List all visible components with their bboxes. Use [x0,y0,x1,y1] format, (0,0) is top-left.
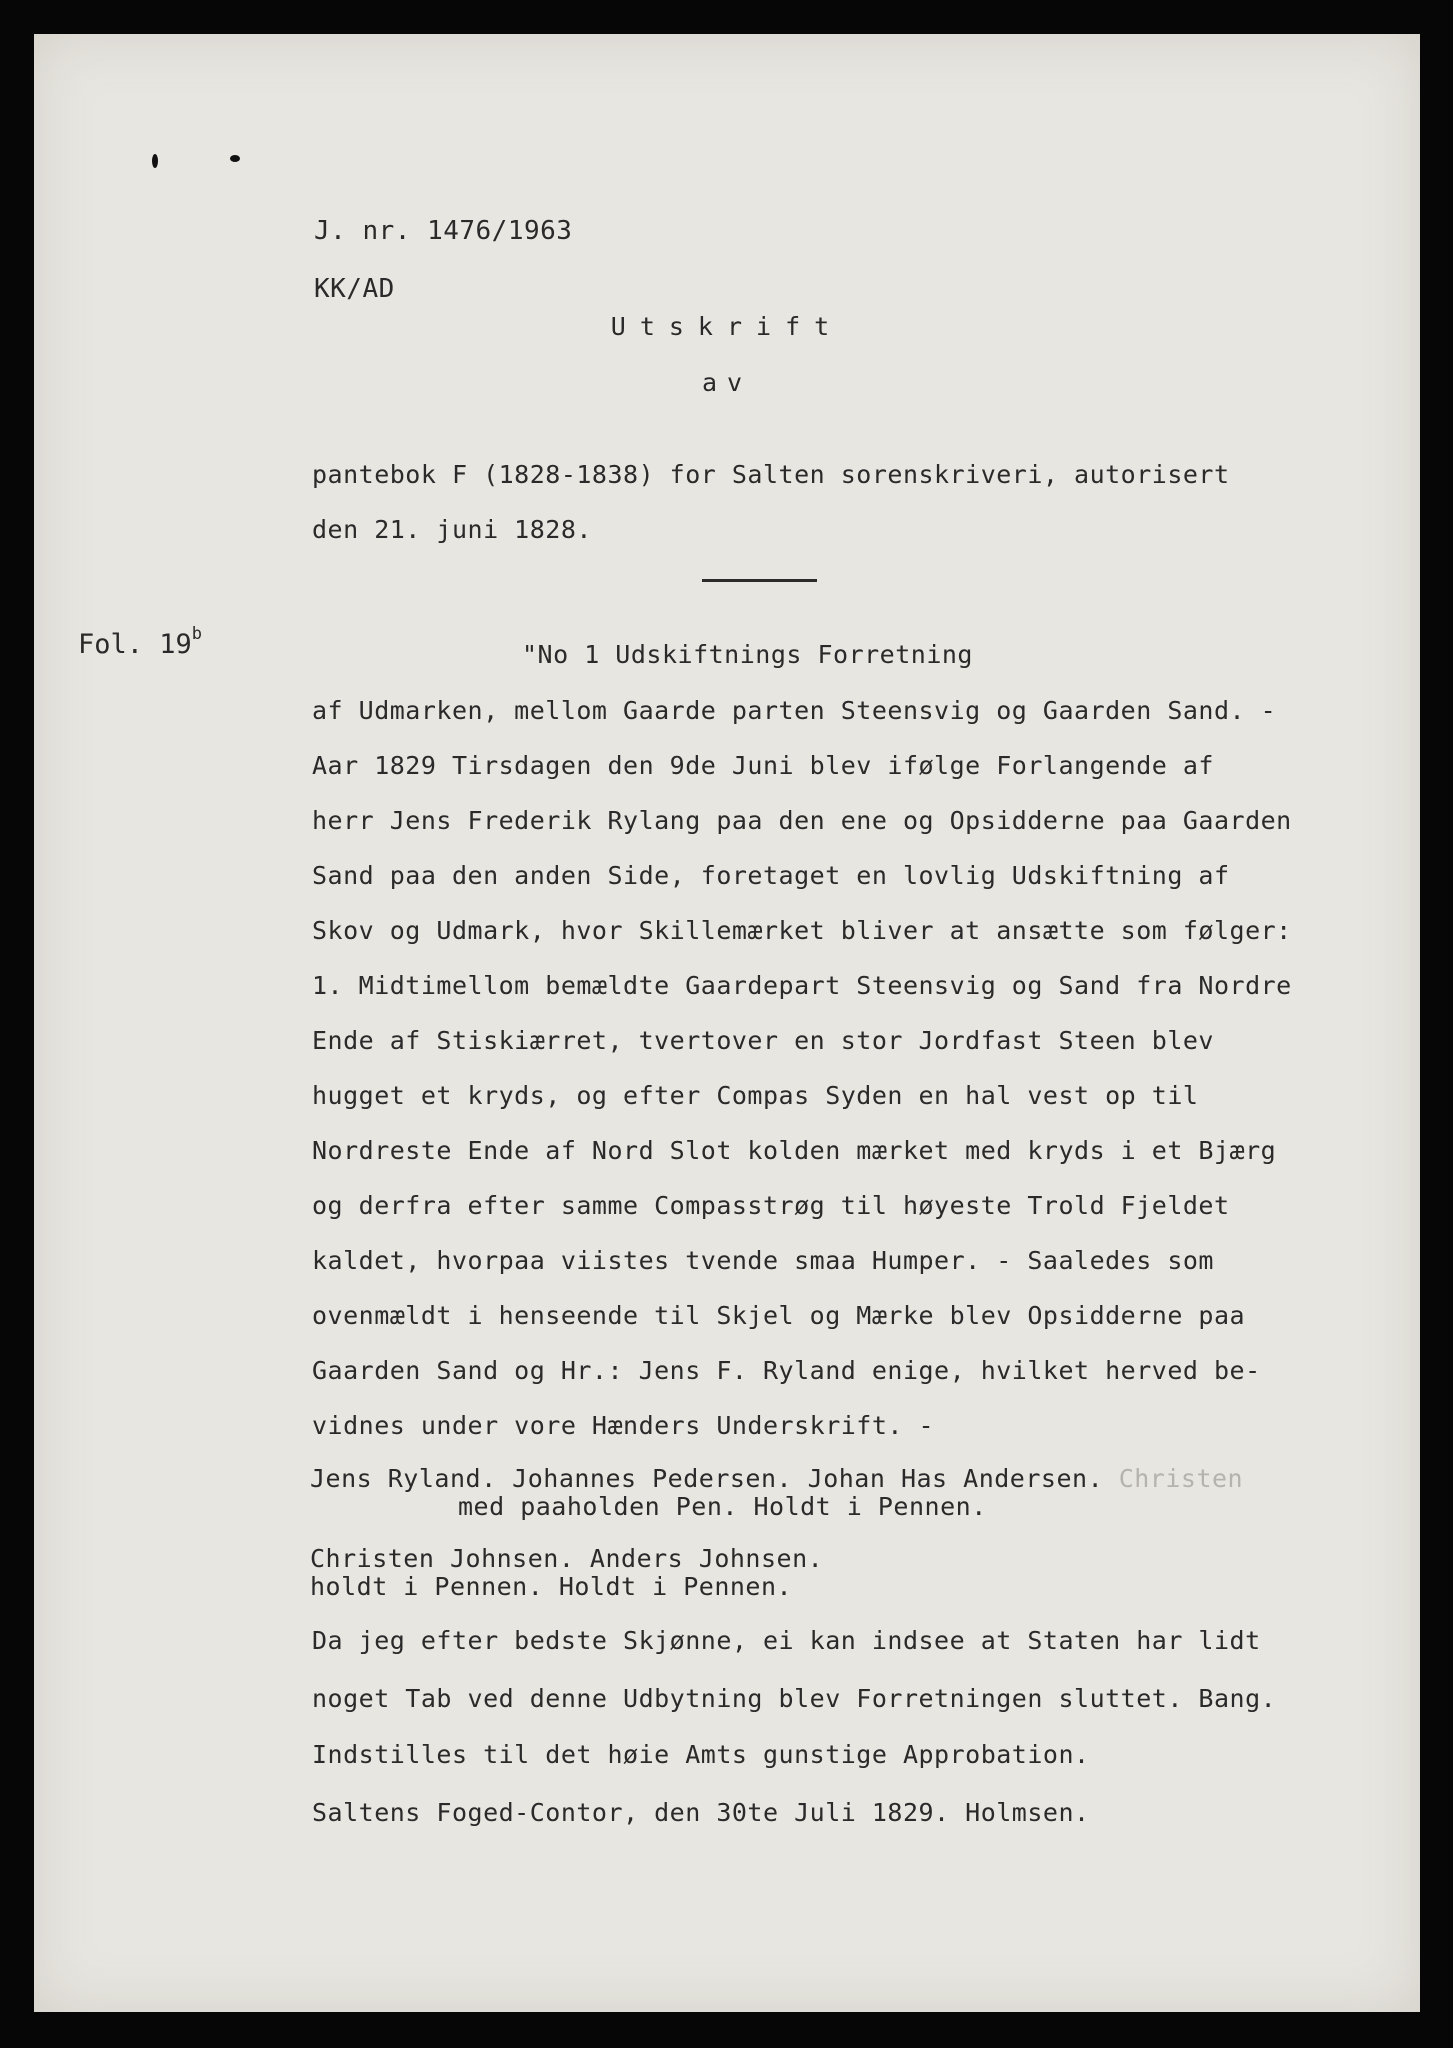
journal-number: J. nr. 1476/1963 [314,216,573,246]
ink-mark [152,154,158,168]
closing-line: Saltens Foged-Contor, den 30te Juli 1829. Holmsen. [312,1798,1090,1827]
record-title: "No 1 Udskiftnings Forretning [522,640,973,669]
body-line: Aar 1829 Tirsdagen den 9de Juni blev ifølge Forlangende af [312,751,1214,780]
closing-line: noget Tab ved denne Udbytning blev Forretningen sluttet. Bang. [312,1684,1277,1713]
folio-note [78,624,203,660]
body-line: og derfra efter samme Compasstrøg til høyeste Trold Fjeldet [312,1191,1230,1220]
section-divider [702,579,817,582]
body-line: Nordreste Ende af Nord Slot kolden mærket med kryds i et Bjærg [312,1136,1277,1165]
body-line: ovenmældt i henseende til Skjel og Mærke blev Opsidderne paa [312,1301,1246,1330]
signature-note: med paaholden Pen. Holdt i Pennen. [458,1492,987,1521]
body-line: hugget et kryds, og efter Compas Syden en hal vest op til [312,1081,1199,1110]
signature-names: Jens Ryland. Johannes Pedersen. Johan Has Andersen. [310,1464,1104,1493]
folio-note-sup: b [191,624,203,644]
signature-line: Christen Johnsen. Anders Johnsen. [310,1544,824,1573]
closing-line: Indstilles til det høie Amts gunstige Approbation. [312,1740,1090,1769]
ink-mark [230,155,240,162]
body-line: Skov og Udmark, hvor Skillemærket bliver at ansætte som følger: [312,916,1292,945]
document-heading: Utskrift [610,312,844,341]
document-page [34,34,1420,2012]
folio-note-text: Fol. 19 [78,629,192,660]
document-heading-sub: av [701,368,753,397]
faint-signature: Christen [1118,1464,1244,1493]
body-line: vidnes under vore Hænders Underskrift. - [312,1411,935,1440]
body-line: Ende af Stiskiærret, tvertover en stor Jordfast Steen blev [312,1026,1214,1055]
intro-line: pantebok F (1828-1838) for Salten sorenskriveri, autorisert [312,460,1230,489]
body-line: af Udmarken, mellom Gaarde parten Steensvig og Gaarden Sand. - [312,696,1277,725]
body-line: herr Jens Frederik Rylang paa den ene og Opsidderne paa Gaarden [312,806,1292,835]
body-line: Gaarden Sand og Hr.: Jens F. Ryland enige, hvilket herved be- [312,1356,1261,1385]
body-line: 1. Midtimellom bemældte Gaardepart Steensvig og Sand fra Nordre [312,971,1292,1000]
signature-note: holdt i Pennen. Holdt i Pennen. [310,1572,793,1601]
body-line: kaldet, hvorpaa viistes tvende smaa Humper. - Saaledes som [312,1246,1214,1275]
closing-line: Da jeg efter bedste Skjønne, ei kan indsee at Staten har lidt [312,1626,1261,1655]
intro-line: den 21. juni 1828. [312,515,592,544]
reference-code: KK/AD [314,274,395,304]
body-line: Sand paa den anden Side, foretaget en lovlig Udskiftning af [312,861,1230,890]
